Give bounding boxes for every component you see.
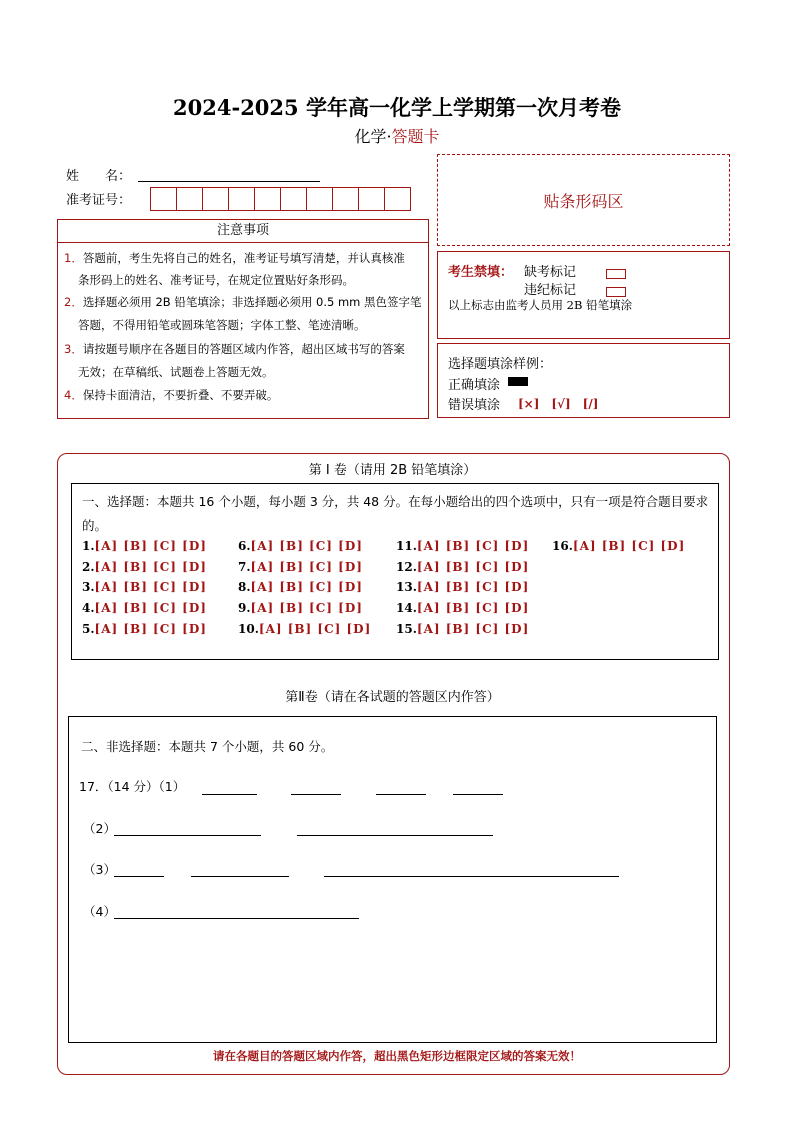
- choice-section: [71, 483, 719, 660]
- subtitle-subject: 化学·: [354, 127, 392, 146]
- barcode-label: 贴条形码区: [543, 191, 624, 211]
- answer-options[interactable]: [A] [B] [C] [D]: [250, 601, 363, 615]
- answer-options[interactable]: [A] [B] [C] [D]: [416, 560, 530, 574]
- choice-instructions: 一、选择题：本题共 16 个小题，每小题 3 分，共 48 分。在每小题给出的四个选项中，只有一项是符合题目要求的。: [82, 494, 709, 533]
- answer-options[interactable]: [A] [B] [C] [D]: [94, 601, 207, 615]
- exam-id-box[interactable]: [177, 188, 203, 210]
- notice-item: 无效；在草稿纸、试题卷上答题无效。: [78, 365, 274, 379]
- name-label: 姓 名：: [66, 169, 132, 184]
- exam-id-box[interactable]: [333, 188, 359, 210]
- examiner-only-label: 考生禁填：: [448, 265, 514, 280]
- question-number: 3.: [82, 580, 95, 594]
- exam-id-box[interactable]: [151, 188, 177, 210]
- notice-box: [57, 242, 429, 419]
- choice-question[interactable]: [238, 622, 371, 636]
- examiner-note: 以上标志由监考人员用 2B 铅笔填涂: [448, 298, 633, 312]
- footer-warning: 请在各题目的答题区域内作答，超出黑色矩形边框限定区域的答案无效！: [213, 1049, 581, 1063]
- wrong-fill-marks: [×] [√] [/]: [518, 397, 599, 411]
- answer-blank[interactable]: [324, 875, 619, 877]
- answer-blank[interactable]: [453, 793, 503, 795]
- answer-options[interactable]: [A] [B] [C] [D]: [94, 580, 207, 594]
- question-number: 16.: [552, 539, 573, 553]
- answer-options[interactable]: [A] [B] [C] [D]: [572, 539, 686, 553]
- notice-heading: 注意事项: [57, 219, 429, 243]
- nonchoice-section: [68, 716, 717, 1043]
- question-number: 13.: [396, 580, 417, 594]
- q17-label: 17．（14 分）（1）: [79, 779, 186, 794]
- exam-id-box[interactable]: [255, 188, 281, 210]
- subtitle-answer-card: 答题卡: [391, 127, 440, 146]
- choice-question[interactable]: [82, 560, 207, 574]
- question-number: 7.: [238, 560, 251, 574]
- choice-question[interactable]: [82, 601, 207, 615]
- answer-options[interactable]: [A] [B] [C] [D]: [250, 539, 363, 553]
- fill-sample-box: [437, 343, 730, 418]
- exam-id-box[interactable]: [281, 188, 307, 210]
- choice-question[interactable]: [396, 601, 529, 615]
- sub2-label: （2）: [83, 821, 116, 836]
- answer-blank[interactable]: [291, 793, 341, 795]
- question-number: 5.: [82, 622, 95, 636]
- answer-options[interactable]: [A] [B] [C] [D]: [416, 539, 530, 553]
- question-number: 6.: [238, 539, 251, 553]
- choice-question[interactable]: [238, 539, 363, 553]
- answer-blank[interactable]: [114, 875, 164, 877]
- question-number: 2.: [82, 560, 95, 574]
- answer-options[interactable]: [A] [B] [C] [D]: [416, 580, 530, 594]
- choice-question[interactable]: [396, 580, 529, 594]
- answer-options[interactable]: [A] [B] [C] [D]: [258, 622, 372, 636]
- answer-blank[interactable]: [114, 917, 359, 919]
- answer-blank[interactable]: [202, 793, 257, 795]
- choice-question[interactable]: [82, 622, 207, 636]
- notice-item: 4．保持卡面清洁，不要折叠、不要弄破。: [64, 388, 279, 402]
- name-field[interactable]: [138, 180, 320, 182]
- question-number: 10.: [238, 622, 259, 636]
- absent-mark-box[interactable]: [606, 263, 626, 282]
- exam-id-box[interactable]: [307, 188, 333, 210]
- notice-item: 1．答题前，考生先将自己的姓名，准考证号填写清楚，并认真核准: [64, 251, 405, 265]
- correct-fill-mark: [508, 377, 528, 386]
- fill-sample-title: 选择题填涂样例：: [448, 357, 553, 372]
- wrong-fill-label: 错误填涂: [448, 398, 501, 413]
- choice-question[interactable]: [82, 580, 207, 594]
- choice-question[interactable]: [238, 560, 363, 574]
- answer-options[interactable]: [A] [B] [C] [D]: [94, 560, 207, 574]
- page-subtitle: [0, 124, 794, 147]
- question-number: 8.: [238, 580, 251, 594]
- exam-id-box[interactable]: [385, 188, 410, 210]
- choice-question[interactable]: [238, 601, 363, 615]
- notice-item: 2．选择题必须用 2B 铅笔填涂；非选择题必须用 0.5 mm 黑色签字笔: [64, 295, 422, 309]
- question-number: 12.: [396, 560, 417, 574]
- part1-title: 第 I 卷（请用 2B 铅笔填涂）: [308, 463, 477, 478]
- exam-id-box[interactable]: [359, 188, 385, 210]
- notice-item: 条形码上的姓名、准考证号，在规定位置贴好条形码。: [78, 273, 354, 287]
- answer-options[interactable]: [A] [B] [C] [D]: [250, 560, 363, 574]
- choice-question[interactable]: [396, 622, 529, 636]
- choice-question[interactable]: [396, 539, 529, 553]
- exam-id-boxes[interactable]: [150, 187, 411, 211]
- answer-blank[interactable]: [376, 793, 426, 795]
- choice-question[interactable]: [238, 580, 363, 594]
- sub3-label: （3）: [83, 862, 116, 877]
- question-number: 14.: [396, 601, 417, 615]
- question-number: 9.: [238, 601, 251, 615]
- answer-options[interactable]: [A] [B] [C] [D]: [250, 580, 363, 594]
- answer-blank[interactable]: [114, 834, 261, 836]
- part2-title: 第Ⅱ卷（请在各试题的答题区内作答）: [285, 690, 500, 705]
- choice-question[interactable]: [396, 560, 529, 574]
- nonchoice-instructions: 二、非选择题：本题共 7 个小题，共 60 分。: [81, 739, 334, 754]
- answer-blank[interactable]: [191, 875, 289, 877]
- sub4-label: （4）: [83, 904, 116, 919]
- answer-blank[interactable]: [297, 834, 493, 836]
- question-number: 15.: [396, 622, 417, 636]
- correct-fill-label: 正确填涂: [448, 378, 501, 393]
- examiner-only-box: [437, 251, 730, 339]
- absent-mark-label: 缺考标记: [524, 265, 577, 280]
- answer-options[interactable]: [A] [B] [C] [D]: [416, 622, 530, 636]
- question-number: 1.: [82, 539, 95, 553]
- barcode-area: [437, 154, 730, 246]
- exam-id-box[interactable]: [203, 188, 229, 210]
- choice-question[interactable]: [82, 539, 207, 553]
- exam-id-label: 准考证号：: [66, 193, 132, 208]
- answer-options[interactable]: [A] [B] [C] [D]: [416, 601, 530, 615]
- answer-options[interactable]: [A] [B] [C] [D]: [94, 539, 207, 553]
- question-number: 11.: [396, 539, 417, 553]
- notice-item: 3．请按题号顺序在各题目的答题区域内作答，超出区域书写的答案: [64, 342, 405, 356]
- answer-options[interactable]: [A] [B] [C] [D]: [94, 622, 207, 636]
- violation-mark-label: 违纪标记: [524, 283, 577, 298]
- question-number: 4.: [82, 601, 95, 615]
- page-title: 2024-2025 学年高一化学上学期第一次月考卷: [173, 95, 621, 120]
- choice-question[interactable]: [552, 539, 685, 553]
- exam-id-box[interactable]: [229, 188, 255, 210]
- notice-item: 答题，不得用铅笔或圆珠笔答题；字体工整、笔迹清晰。: [78, 318, 366, 332]
